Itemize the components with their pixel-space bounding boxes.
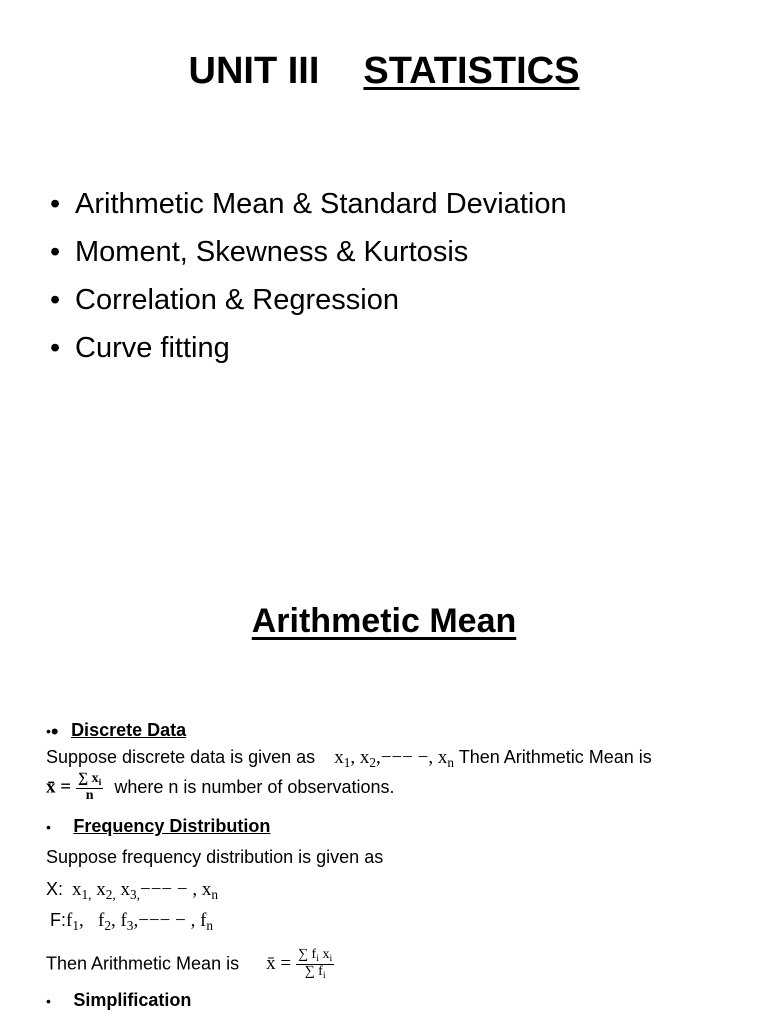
frequency-intro-text: Suppose frequency distribution is given as [46, 847, 384, 867]
discrete-line-2 [46, 772, 394, 804]
topic-item [50, 332, 230, 365]
simplification-header [46, 990, 191, 1011]
f-label: F: [50, 910, 66, 930]
bullet-icon: • [46, 819, 51, 835]
bullet-icon: • [46, 723, 51, 739]
observations-text: where n is number of observations. [114, 776, 395, 797]
topic-item [50, 284, 399, 317]
topic-item [50, 188, 567, 221]
bullet-icon: • [46, 993, 51, 1009]
x-values-row [46, 879, 218, 903]
topic-item [50, 236, 468, 269]
discrete-intro-text: Suppose discrete data is given as [46, 747, 316, 767]
discrete-line-1 [46, 747, 652, 771]
bullet-icon: • [50, 332, 61, 364]
bullet-icon: • [50, 188, 61, 220]
discrete-data-title: Discrete Data [71, 720, 187, 740]
topic-label: Moment, Skewness & Kurtosis [75, 236, 469, 268]
x-label: X: [46, 879, 64, 899]
slide-title [0, 50, 768, 93]
topic-label: Arithmetic Mean & Standard Deviation [75, 188, 567, 220]
frequency-mean-text: Then Arithmetic Mean is [46, 953, 240, 974]
title-statistics: STATISTICS [363, 50, 580, 92]
sequence-formula: $x_1$, $x_2,---$ −, $x_n$ [334, 747, 455, 770]
frequency-mean-fraction: $\frac{\sum f_i x_i}{\sum f_i}$ [298, 947, 333, 982]
x-values-formula: $x_{1,}$ $x_{2,}$ $x_{3,}---$ − , $x_n$ [72, 879, 219, 902]
frequency-mean-lhs: x̄ = [266, 953, 292, 975]
f-values-row [50, 910, 213, 934]
bullet-icon: • [50, 284, 61, 316]
discrete-data-header [46, 716, 186, 742]
bullet-icon: • [50, 236, 61, 268]
arithmetic-mean-heading: Arithmetic Mean [251, 602, 517, 640]
frequency-mean-row [46, 948, 334, 981]
simplification-title: Simplification [73, 990, 192, 1010]
mean-fraction: $\frac{\sum x_i}{n}$ [78, 771, 102, 804]
frequency-distribution-title: Frequency Distribution [73, 816, 271, 836]
frequency-distribution-header [46, 816, 270, 837]
f-values-formula: $f_1$, $f_2$, $f_3,---$ − , $f_n$ [66, 910, 214, 933]
discrete-then-text: Then Arithmetic Mean is [458, 747, 652, 767]
mean-formula-lhs: x̄ = [46, 776, 72, 798]
topic-label: Correlation & Regression [75, 284, 399, 316]
topic-label: Curve fitting [75, 332, 230, 364]
unit-label: UNIT III [188, 50, 320, 92]
bullet-dot-icon: • [50, 719, 59, 744]
